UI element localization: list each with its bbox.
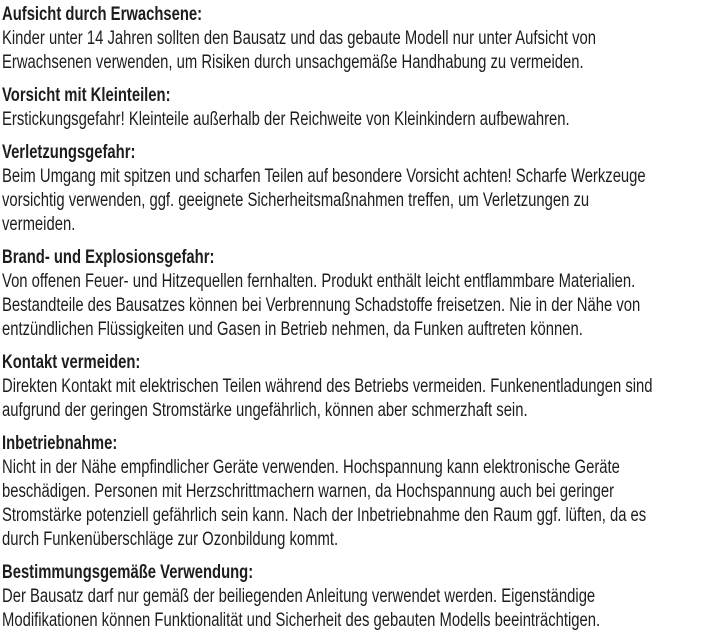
text-line: Kinder unter 14 Jahren sollten den Bausatz und das gebaute Modell nur unter Aufsicht von (2, 28, 597, 49)
section-heading: Inbetriebnahme: (2, 433, 118, 454)
text-line: Von offenen Feuer- und Hitzequellen fernhalten. Produkt enthält leicht entflammbare Materialien. (2, 271, 636, 292)
section-verletzungsgefahr (2, 141, 720, 237)
document-text-block (2, 3, 720, 633)
text-line: beschädigen. Personen mit Herzschrittmachern warnen, da Hochspannung auch bei geringer (2, 481, 615, 502)
section-aufsicht-durch-erwachsene (2, 3, 720, 75)
section-heading: Brand- und Explosionsgefahr: (2, 247, 215, 268)
section-heading: Aufsicht durch Erwachsene: (2, 4, 203, 25)
section-inbetriebnahme (2, 432, 720, 552)
section-heading: Vorsicht mit Kleinteilen: (2, 85, 171, 106)
section-vorsicht-mit-kleinteilen (2, 84, 720, 132)
section-heading: Bestimmungsgemäße Verwendung: (2, 562, 254, 583)
text-line: Direkten Kontakt mit elektrischen Teilen während des Betriebs vermeiden. Funkenentladungen sind (2, 376, 653, 397)
text-line: Stromstärke potenziell gefährlich sein kann. Nach der Inbetriebnahme den Raum ggf. lüften, da es (2, 505, 647, 526)
text-line: Beim Umgang mit spitzen und scharfen Teilen auf besondere Vorsicht achten! Scharfe Werkzeuge (2, 166, 646, 187)
text-line: entzündlichen Flüssigkeiten und Gasen in Betrieb nehmen, da Funken auftreten können. (2, 319, 583, 340)
text-line: Der Bausatz darf nur gemäß der beiliegenden Anleitung verwendet werden. Eigenständige (2, 586, 596, 607)
section-brand-und-explosionsgefahr (2, 246, 720, 342)
text-line: Erwachsenen verwenden, um Risiken durch unsachgemäße Handhabung zu vermeiden. (2, 52, 584, 73)
text-line: aufgrund der geringen Stromstärke ungefährlich, können aber schmerzhaft sein. (2, 400, 528, 421)
text-line: Nicht in der Nähe empfindlicher Geräte verwenden. Hochspannung kann elektronische Geräte (2, 457, 620, 478)
text-line: vorsichtig verwenden, ggf. geeignete Sicherheitsmaßnahmen treffen, um Verletzungen zu (2, 190, 590, 211)
section-bestimmungsgemaesse-verwendung (2, 561, 720, 633)
section-kontakt-vermeiden (2, 351, 720, 423)
text-line: durch Funkenüberschläge zur Ozonbildung kommt. (2, 529, 339, 550)
section-heading: Verletzungsgefahr: (2, 142, 136, 163)
text-line: Modifikationen können Funktionalität und Sicherheit des gebauten Modells beeinträchtigen. (2, 610, 601, 631)
text-line: Bestandteile des Bausatzes können bei Verbrennung Schadstoffe freisetzen. Nie in der Nähe von (2, 295, 641, 316)
text-line: vermeiden. (2, 214, 76, 235)
text-line: Erstickungsgefahr! Kleinteile außerhalb der Reichweite von Kleinkindern aufbewahren. (2, 109, 570, 130)
section-heading: Kontakt vermeiden: (2, 352, 141, 373)
